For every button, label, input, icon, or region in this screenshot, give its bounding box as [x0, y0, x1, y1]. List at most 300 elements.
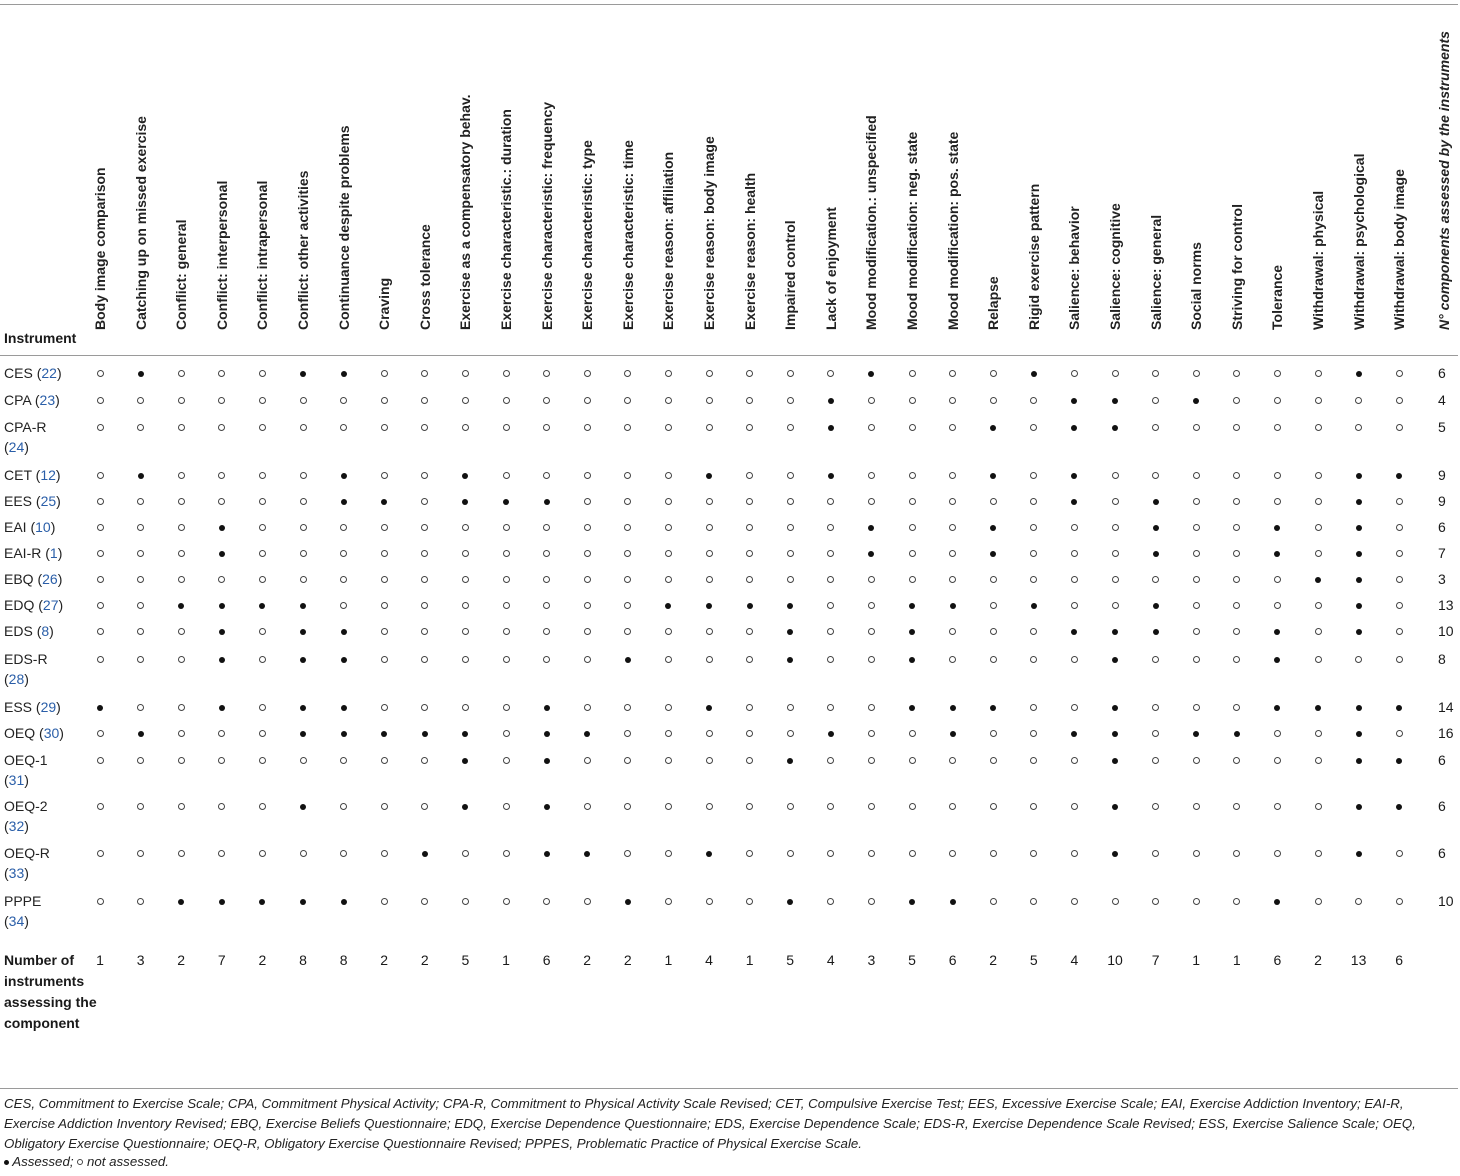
table-cell [496, 465, 516, 485]
component-count: 10 [1107, 952, 1123, 968]
table-cell [90, 491, 110, 511]
not-assessed-dot-icon [665, 757, 672, 764]
table-cell [1186, 621, 1206, 641]
table-cell [1227, 390, 1247, 410]
table-cell [699, 543, 719, 563]
not-assessed-dot-icon [827, 850, 834, 857]
table-cell [374, 543, 394, 563]
table-cell [740, 891, 760, 911]
assessed-dot-icon [1356, 758, 1362, 764]
table-cell [658, 697, 678, 717]
row-instrument-label [4, 543, 82, 563]
table-cell [780, 543, 800, 563]
table-cell [780, 390, 800, 410]
table-cell [537, 891, 557, 911]
not-assessed-dot-icon [1193, 850, 1200, 857]
not-assessed-dot-icon [1315, 397, 1322, 404]
table-cell [1146, 595, 1166, 615]
table-cell [90, 649, 110, 669]
not-assessed-dot-icon [178, 850, 185, 857]
not-assessed-dot-icon [218, 730, 225, 737]
table-cell [699, 363, 719, 383]
not-assessed-dot-icon [949, 550, 956, 557]
table-cell [537, 363, 557, 383]
not-assessed-dot-icon [1152, 424, 1159, 431]
table-cell [1349, 891, 1369, 911]
assessed-dot-icon [909, 603, 915, 609]
not-assessed-dot-icon [1112, 498, 1119, 505]
column-header [821, 14, 841, 346]
not-assessed-dot-icon [1030, 898, 1037, 905]
table-cell [1267, 697, 1287, 717]
not-assessed-dot-icon [949, 498, 956, 505]
table-cell [902, 417, 922, 437]
assessed-dot-icon [300, 804, 306, 810]
not-assessed-dot-icon [178, 757, 185, 764]
table-cell [1186, 843, 1206, 863]
not-assessed-dot-icon [665, 898, 672, 905]
table-cell [131, 363, 151, 383]
legend-not-assessed: not assessed. [86, 1154, 170, 1169]
table-cell [293, 363, 313, 383]
not-assessed-dot-icon [462, 850, 469, 857]
table-cell [1146, 417, 1166, 437]
table-cell [1267, 569, 1287, 589]
table-cell [212, 390, 232, 410]
not-assessed-dot-icon [503, 898, 510, 905]
table-cell [618, 621, 638, 641]
instrument-reference: (30) [39, 725, 64, 741]
table-cell [618, 796, 638, 816]
table-cell [1024, 595, 1044, 615]
table-cell [1349, 649, 1369, 669]
not-assessed-dot-icon [462, 524, 469, 531]
column-header [90, 14, 110, 346]
table-cell [577, 517, 597, 537]
table-cell [618, 569, 638, 589]
not-assessed-dot-icon [381, 850, 388, 857]
not-assessed-dot-icon [97, 628, 104, 635]
table-cell [1186, 891, 1206, 911]
component-count: 2 [420, 952, 429, 968]
not-assessed-dot-icon [949, 757, 956, 764]
table-cell [334, 649, 354, 669]
table-cell [1146, 843, 1166, 863]
table-cell [1146, 517, 1166, 537]
row-instrument-label [4, 465, 82, 485]
table-cell [618, 517, 638, 537]
not-assessed-dot-icon [1396, 524, 1403, 531]
row-instrument-label [4, 517, 82, 537]
table-cell [496, 363, 516, 383]
not-assessed-dot-icon [706, 370, 713, 377]
instrument-reference: (24) [4, 439, 29, 455]
assessed-dot-icon [544, 705, 550, 711]
row-instrument-label [4, 796, 58, 836]
table-cell [1349, 543, 1369, 563]
table-cell [699, 390, 719, 410]
footer-rule [0, 1088, 1458, 1089]
not-assessed-dot-icon [787, 850, 794, 857]
not-assessed-dot-icon [949, 370, 956, 377]
table-cell [374, 649, 394, 669]
not-assessed-dot-icon [787, 524, 794, 531]
table-cell [780, 891, 800, 911]
not-assessed-dot-icon [381, 803, 388, 810]
table-cell [374, 750, 394, 770]
not-assessed-dot-icon [259, 628, 266, 635]
table-cell [943, 417, 963, 437]
not-assessed-dot-icon [421, 576, 428, 583]
assessed-dot-icon [381, 499, 387, 505]
assessed-dot-icon [341, 499, 347, 505]
not-assessed-dot-icon [381, 656, 388, 663]
table-cell [902, 843, 922, 863]
not-assessed-dot-icon [706, 803, 713, 810]
assessed-dot-icon [1274, 657, 1280, 663]
not-assessed-dot-icon [990, 370, 997, 377]
instrument-reference: (26) [37, 571, 63, 587]
assessed-dot-icon [1356, 577, 1362, 583]
table-cell [1146, 491, 1166, 511]
row-instrument-label [4, 750, 58, 790]
table-cell [334, 390, 354, 410]
table-cell [131, 517, 151, 537]
not-assessed-dot-icon [503, 704, 510, 711]
table-cell [699, 491, 719, 511]
table-cell [131, 465, 151, 485]
column-header [212, 14, 232, 346]
table-cell [1064, 595, 1084, 615]
table-cell [1105, 465, 1125, 485]
table-cell [1024, 843, 1044, 863]
not-assessed-dot-icon [1274, 424, 1281, 431]
table-cell [1186, 796, 1206, 816]
total-column-header-label: N° components assessed by the instruments [1436, 31, 1452, 330]
not-assessed-dot-icon [97, 803, 104, 810]
table-cell [577, 697, 597, 717]
table-cell [1024, 363, 1044, 383]
column-header-label: Exercise reason: affiliation [660, 151, 677, 330]
table-cell [618, 465, 638, 485]
table-cell [496, 843, 516, 863]
abbreviation-footnote: CES, Commitment to Exercise Scale; CPA, Commitment Physical Activity; CPA-R, Commitment to Physical Activity Scale Revised; CET, Compulsive Exercise Test; EES, Excessive Exercise Scale; EAI, Exercise Addiction Inventory; EAI-R, Exercise Addiction Inventory Revised; EBQ, Exercise Beliefs Questionnaire; EDQ, Exercise Dependence Questionnaire; EDS, Exercise Dependence Scale; EDS-R, Exercise Dependence Scale Revised; ESS, Exercise Salience Scale; OEQ, Obligatory Exercise Questionnaire; OEQ-R, Obligatory Exercise Questionnaire Revised; PPPES, Problematic Practice of Physical Exercise Scale. [4, 1096, 1416, 1151]
table-cell [252, 697, 272, 717]
assessed-dot-icon [1112, 705, 1118, 711]
table-cell [1064, 649, 1084, 669]
not-assessed-dot-icon [137, 757, 144, 764]
not-assessed-dot-icon [97, 524, 104, 531]
not-assessed-dot-icon [584, 370, 591, 377]
not-assessed-dot-icon [421, 656, 428, 663]
not-assessed-dot-icon [1193, 628, 1200, 635]
table-cell [212, 891, 232, 911]
assessed-dot-icon [1112, 758, 1118, 764]
table-cell [780, 796, 800, 816]
table-cell [1024, 723, 1044, 743]
column-header [496, 14, 516, 346]
table-cell [90, 569, 110, 589]
assessed-dot-icon [950, 899, 956, 905]
not-assessed-dot-icon [503, 472, 510, 479]
total-column-header [1434, 14, 1454, 346]
assessed-dot-icon [1112, 657, 1118, 663]
row-instrument-label [4, 891, 58, 931]
not-assessed-dot-icon [340, 550, 347, 557]
assessed-dot-icon [747, 603, 753, 609]
table-cell [1024, 796, 1044, 816]
table-cell [171, 621, 191, 641]
component-count: 6 [948, 952, 957, 968]
table-cell [131, 621, 151, 641]
table-cell [1146, 796, 1166, 816]
table-cell [943, 843, 963, 863]
table-cell [1186, 543, 1206, 563]
not-assessed-dot-icon [746, 898, 753, 905]
not-assessed-dot-icon [746, 550, 753, 557]
table-cell [1389, 465, 1409, 485]
assessed-dot-icon [341, 657, 347, 663]
row-total: 6 [1438, 798, 1446, 814]
row-total: 16 [1438, 725, 1454, 741]
assessed-dot-icon [544, 499, 550, 505]
not-assessed-dot-icon [137, 898, 144, 905]
table-cell [455, 543, 475, 563]
table-cell [496, 697, 516, 717]
table-cell [1146, 697, 1166, 717]
table-cell [1105, 517, 1125, 537]
column-header [658, 14, 678, 346]
table-cell [1308, 465, 1328, 485]
table-cell [1105, 843, 1125, 863]
column-header-label: Catching up on missed exercise [132, 116, 149, 330]
row-total: 9 [1438, 493, 1446, 509]
not-assessed-dot-icon [300, 472, 307, 479]
assessed-dot-icon [300, 629, 306, 635]
assessed-dot-icon [990, 473, 996, 479]
not-assessed-dot-icon [665, 576, 672, 583]
table-cell [131, 796, 151, 816]
table-cell [740, 491, 760, 511]
table-cell [943, 491, 963, 511]
table-cell [415, 465, 435, 485]
not-assessed-dot-icon [1315, 850, 1322, 857]
not-assessed-dot-icon [990, 757, 997, 764]
table-cell [861, 621, 881, 641]
table-cell [1227, 621, 1247, 641]
table-cell [861, 491, 881, 511]
instrument-reference: (27) [38, 597, 64, 613]
not-assessed-dot-icon [909, 370, 916, 377]
not-assessed-dot-icon [462, 424, 469, 431]
assessed-dot-icon [950, 731, 956, 737]
not-assessed-dot-icon [706, 628, 713, 635]
not-assessed-dot-icon [1071, 803, 1078, 810]
not-assessed-dot-icon [1193, 550, 1200, 557]
column-header-label: Mood modification: neg. state [904, 131, 920, 330]
not-assessed-dot-icon [381, 472, 388, 479]
table-cell [252, 465, 272, 485]
table-cell [740, 517, 760, 537]
row-total: 6 [1438, 365, 1446, 381]
assessed-dot-icon [178, 603, 184, 609]
table-cell [171, 649, 191, 669]
not-assessed-dot-icon [706, 898, 713, 905]
assessed-dot-icon [1234, 731, 1240, 737]
table-cell [902, 390, 922, 410]
assessed-dot-icon [706, 603, 712, 609]
table-cell [1186, 750, 1206, 770]
table-cell [374, 417, 394, 437]
not-assessed-dot-icon [421, 602, 428, 609]
table-cell [90, 517, 110, 537]
not-assessed-dot-icon [462, 704, 469, 711]
instrument-reference: (31) [4, 772, 29, 788]
not-assessed-dot-icon [746, 498, 753, 505]
not-assessed-dot-icon [97, 656, 104, 663]
column-header [983, 14, 1003, 346]
not-assessed-dot-icon [909, 576, 916, 583]
not-assessed-dot-icon [868, 498, 875, 505]
assessed-dot-icon [1071, 731, 1077, 737]
table-cell [658, 649, 678, 669]
table-cell [374, 465, 394, 485]
table-cell [334, 796, 354, 816]
assessed-dot-icon [300, 657, 306, 663]
not-assessed-dot-icon [827, 803, 834, 810]
table-cell [415, 621, 435, 641]
not-assessed-dot-icon [462, 370, 469, 377]
table-cell [455, 491, 475, 511]
assessed-dot-icon [1396, 758, 1402, 764]
table-cell [1105, 491, 1125, 511]
not-assessed-dot-icon [340, 524, 347, 531]
table-cell [861, 465, 881, 485]
table-cell [1389, 891, 1409, 911]
assessed-dot-icon [503, 499, 509, 505]
not-assessed-dot-icon [1071, 704, 1078, 711]
table-cell [699, 796, 719, 816]
table-cell [658, 750, 678, 770]
not-assessed-dot-icon [909, 730, 916, 737]
assessed-dot-icon [1274, 705, 1280, 711]
table-cell [334, 569, 354, 589]
assessed-dot-icon [138, 371, 144, 377]
not-assessed-dot-icon [1274, 730, 1281, 737]
column-header-label: Salience: behavior [1066, 206, 1083, 330]
table-cell [1146, 363, 1166, 383]
table-cell [1389, 723, 1409, 743]
component-count: 6 [1395, 952, 1404, 968]
table-cell [374, 390, 394, 410]
assessed-dot-icon [665, 603, 671, 609]
component-count: 4 [705, 952, 713, 968]
not-assessed-dot-icon [503, 730, 510, 737]
table-cell [1308, 621, 1328, 641]
table-cell [1227, 569, 1247, 589]
table-cell [1064, 891, 1084, 911]
table-cell [374, 595, 394, 615]
not-assessed-dot-icon [787, 472, 794, 479]
table-cell [1349, 843, 1369, 863]
assessed-dot-icon [828, 398, 834, 404]
not-assessed-dot-icon [949, 524, 956, 531]
table-cell [1105, 649, 1125, 669]
table-cell [902, 891, 922, 911]
table-cell [171, 491, 191, 511]
not-assessed-dot-icon [503, 602, 510, 609]
table-cell [252, 543, 272, 563]
table-cell [1105, 796, 1125, 816]
instrument-reference: (12) [35, 467, 61, 483]
instrument-name: CPA [4, 392, 35, 408]
table-cell [699, 843, 719, 863]
table-cell [658, 491, 678, 511]
table-cell [1024, 465, 1044, 485]
component-count: 4 [1070, 952, 1079, 968]
row-instrument-label [4, 491, 82, 511]
table-cell [334, 697, 354, 717]
column-header-label: Withdrawal: body image [1391, 169, 1408, 330]
not-assessed-dot-icon [1030, 524, 1037, 531]
table-cell [577, 723, 597, 743]
table-cell [821, 363, 841, 383]
not-assessed-dot-icon [624, 498, 631, 505]
not-assessed-dot-icon [746, 524, 753, 531]
table-cell [658, 465, 678, 485]
not-assessed-dot-icon [827, 628, 834, 635]
not-assessed-dot-icon [97, 397, 104, 404]
table-cell [293, 843, 313, 863]
table-cell [618, 491, 638, 511]
table-cell [212, 491, 232, 511]
table-cell [496, 750, 516, 770]
table-cell [780, 723, 800, 743]
table-cell [699, 417, 719, 437]
column-header [171, 14, 191, 346]
row-total: 8 [1438, 651, 1446, 667]
table-cell [374, 796, 394, 816]
table-cell [1186, 517, 1206, 537]
not-assessed-dot-icon [1112, 472, 1119, 479]
table-cell [171, 417, 191, 437]
table-cell [902, 465, 922, 485]
table-cell [1064, 796, 1084, 816]
row-total: 13 [1438, 597, 1454, 613]
not-assessed-dot-icon [1112, 550, 1119, 557]
table-cell [577, 465, 597, 485]
not-assessed-dot-icon [421, 803, 428, 810]
assessed-dot-icon [1071, 629, 1077, 635]
not-assessed-dot-icon [178, 498, 185, 505]
table-cell [1024, 697, 1044, 717]
not-assessed-dot-icon [1030, 850, 1037, 857]
not-assessed-dot-icon [259, 550, 266, 557]
column-header-label: Salience: general [1147, 214, 1164, 330]
not-assessed-dot-icon [990, 730, 997, 737]
table-cell [983, 517, 1003, 537]
not-assessed-dot-icon [990, 602, 997, 609]
not-assessed-dot-icon [1193, 472, 1200, 479]
table-cell [496, 543, 516, 563]
not-assessed-dot-icon [787, 370, 794, 377]
not-assessed-dot-icon [503, 850, 510, 857]
not-assessed-dot-icon [1396, 397, 1403, 404]
table-cell [131, 569, 151, 589]
column-header-label: Exercise reason: health [741, 172, 758, 330]
table-cell [537, 465, 557, 485]
not-assessed-dot-icon [584, 898, 591, 905]
